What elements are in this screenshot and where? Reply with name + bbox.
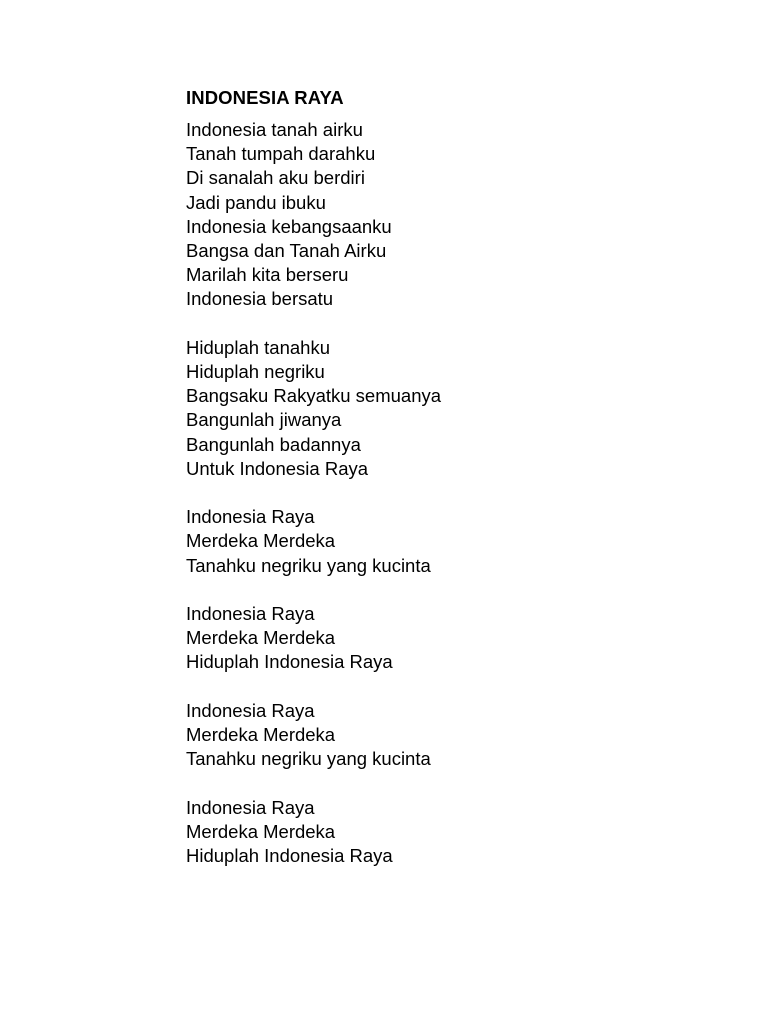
- stanza: [186, 118, 706, 312]
- song-title: INDONESIA RAYA: [186, 87, 344, 108]
- lyric-line: Hiduplah negriku: [186, 361, 325, 383]
- lyric-line: Tanah tumpah darahku: [186, 143, 376, 165]
- stanza: [186, 336, 706, 481]
- lyric-line: Indonesia Raya: [186, 506, 315, 528]
- lyric-line: Hiduplah Indonesia Raya: [186, 845, 393, 867]
- stanza: [186, 505, 706, 578]
- stanza-list: [186, 118, 706, 868]
- lyric-line: Tanahku negriku yang kucinta: [186, 748, 431, 770]
- lyric-line: Indonesia kebangsaanku: [186, 215, 392, 237]
- lyric-line: Untuk Indonesia Raya: [186, 457, 369, 479]
- stanza: [186, 699, 706, 772]
- stanza: [186, 796, 706, 869]
- lyric-line: Merdeka Merdeka: [186, 627, 336, 649]
- lyric-line: Indonesia Raya: [186, 603, 315, 625]
- lyric-line: Indonesia tanah airku: [186, 119, 363, 140]
- lyric-line: Hiduplah Indonesia Raya: [186, 651, 393, 673]
- lyric-line: Indonesia Raya: [186, 796, 315, 818]
- lyric-line: Indonesia bersatu: [186, 288, 334, 310]
- lyrics-block: [186, 86, 706, 892]
- lyric-line: Di sanalah aku berdiri: [186, 167, 365, 189]
- stanza: [186, 602, 706, 675]
- lyric-line: Merdeka Merdeka: [186, 530, 336, 552]
- lyric-line: Merdeka Merdeka: [186, 820, 336, 842]
- lyric-line: Bangsa dan Tanah Airku: [186, 240, 387, 262]
- lyric-line: Tanahku negriku yang kucinta: [186, 554, 431, 576]
- lyric-line: Marilah kita berseru: [186, 264, 349, 286]
- lyric-line: Bangunlah badannya: [186, 433, 361, 455]
- lyric-line: Bangunlah jiwanya: [186, 409, 342, 431]
- lyric-line: Indonesia Raya: [186, 699, 315, 721]
- lyric-line: Jadi pandu ibuku: [186, 191, 326, 213]
- lyric-line: Hiduplah tanahku: [186, 336, 330, 358]
- lyric-line: Bangsaku Rakyatku semuanya: [186, 385, 442, 407]
- lyric-line: Merdeka Merdeka: [186, 724, 336, 746]
